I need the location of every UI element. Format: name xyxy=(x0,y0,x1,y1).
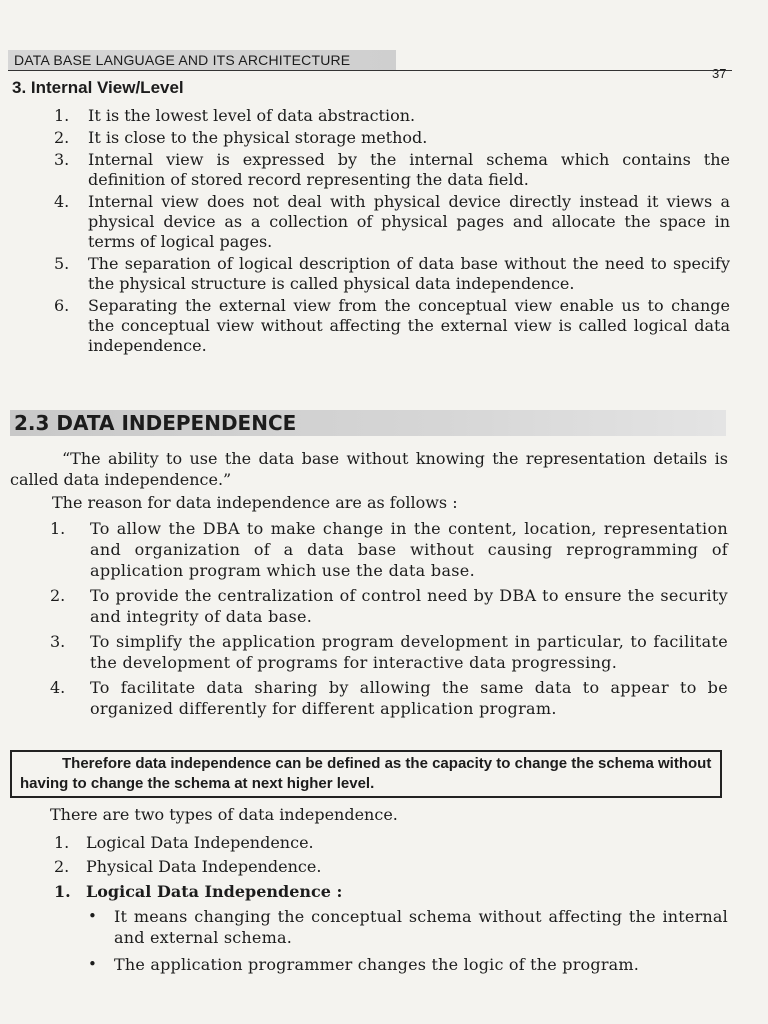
types-list xyxy=(54,832,724,880)
bullet-mark: • xyxy=(88,955,97,973)
list-item xyxy=(54,192,730,252)
list-item xyxy=(50,631,728,673)
item-text: Logical Data Independence. xyxy=(86,833,314,852)
item-text: Physical Data Independence. xyxy=(86,857,322,876)
item-text: It is close to the physical storage method. xyxy=(88,128,428,147)
list-item xyxy=(54,150,730,190)
item-text: Separating the external view from the conceptual view enable us to change the conceptual view without affecting the external view is called logical data independence. xyxy=(88,296,730,355)
header-rule xyxy=(8,70,732,71)
item-text: Internal view does not deal with physical device directly instead it views a physical device as a collection of physical pages and allocate the space in terms of logical pages. xyxy=(88,192,730,251)
logical-bullets xyxy=(88,906,728,981)
item-number: 2. xyxy=(54,857,70,876)
subheading-text: Logical Data Independence : xyxy=(86,882,343,901)
item-number: 1. xyxy=(54,833,70,852)
item-text: It is the lowest level of data abstraction. xyxy=(88,106,416,125)
logical-independence-heading xyxy=(54,882,342,901)
boxed-definition-text: Therefore data independence can be defined as the capacity to change the schema without having to change the schema at next higher level. xyxy=(20,755,712,792)
item-number: 4. xyxy=(54,192,70,211)
subheading-number: 1. xyxy=(54,882,71,901)
item-number: 3. xyxy=(54,150,70,169)
bullet-item xyxy=(88,954,728,975)
bullet-item xyxy=(88,906,728,948)
item-number: 4. xyxy=(50,678,66,697)
item-text: The separation of logical description of data base without the need to specify the physical structure is called physical data independence. xyxy=(88,254,730,293)
item-text: Internal view is expressed by the internal schema which contains the definition of stored record representing the data field. xyxy=(88,150,730,189)
list-item xyxy=(54,106,730,126)
running-header-title: DATA BASE LANGUAGE AND ITS ARCHITECTURE xyxy=(14,52,351,68)
item-number: 1. xyxy=(50,519,66,538)
data-independence-heading: 2.3 DATA INDEPENDENCE xyxy=(14,411,297,435)
item-number: 5. xyxy=(54,254,70,273)
bullet-text: It means changing the conceptual schema without affecting the internal and external schema. xyxy=(114,907,728,947)
page-number: 37 xyxy=(712,66,727,81)
item-number: 3. xyxy=(50,632,66,651)
item-text: To facilitate data sharing by allowing the same data to appear to be organized differently for different application program. xyxy=(90,678,728,718)
item-text: To provide the centralization of control need by DBA to ensure the security and integrity of data base. xyxy=(90,586,728,626)
internal-view-heading: 3. Internal View/Level xyxy=(12,78,184,97)
bullet-text: The application programmer changes the logic of the program. xyxy=(114,955,640,974)
item-text: To allow the DBA to make change in the content, location, representation and organization of a data base without causing reprogramming of application program which use the data base. xyxy=(90,519,728,580)
list-item xyxy=(54,128,730,148)
item-number: 2. xyxy=(54,128,70,147)
internal-view-list xyxy=(54,106,730,358)
list-item xyxy=(54,856,724,877)
bullet-mark: • xyxy=(88,907,97,925)
item-number: 6. xyxy=(54,296,70,315)
list-item xyxy=(54,296,730,356)
definition-quote: “The ability to use the data base without knowing the representation details is called data independence.” xyxy=(10,449,728,489)
item-number: 1. xyxy=(54,106,70,125)
list-item xyxy=(50,585,728,627)
list-item xyxy=(50,518,728,581)
item-text: To simplify the application program development in particular, to facilitate the development of programs for interactive data progressing. xyxy=(90,632,728,672)
list-item xyxy=(54,254,730,294)
reason-intro: The reason for data independence are as follows : xyxy=(52,493,458,512)
reasons-list xyxy=(50,518,728,723)
list-item xyxy=(50,677,728,719)
list-item xyxy=(54,832,724,853)
types-intro: There are two types of data independence. xyxy=(50,805,398,824)
item-number: 2. xyxy=(50,586,66,605)
